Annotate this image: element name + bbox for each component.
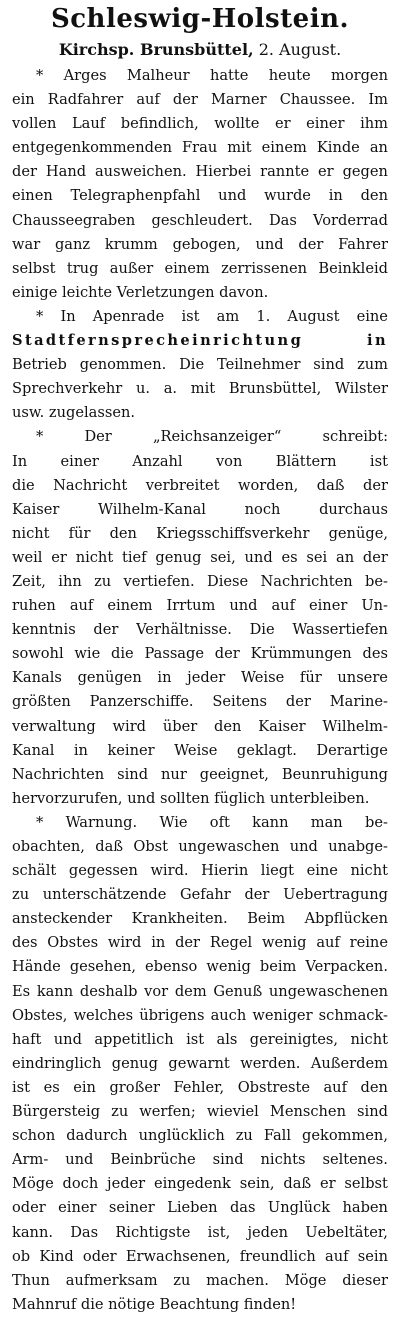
dateline bbox=[12, 38, 388, 62]
text-line: des Obstes wird in der Regel wenig auf reine bbox=[12, 934, 388, 952]
text-line: nicht für den Kriegsschiffsverkehr genüge, bbox=[12, 524, 388, 542]
text-line: eindringlich genug gewarnt werden. Außerdem bbox=[12, 1054, 388, 1072]
text-line: größten Panzerschiffe. Seitens der Marine- bbox=[12, 693, 388, 711]
section-headline: Schleswig-Holstein. bbox=[50, 4, 350, 34]
text-line: Nachrichten sind nur geeignet, Beunruhigung bbox=[12, 765, 388, 783]
text-line: Stadtfernsprecheinrichtung in bbox=[12, 332, 388, 350]
text-line: entgegenkommenden Frau mit einem Kinde an bbox=[12, 139, 388, 157]
text-line: ist es ein großer Fehler, Obstreste auf den bbox=[12, 1078, 388, 1096]
text-line: verwaltung wird über den Kaiser Wilhelm- bbox=[12, 717, 388, 735]
dateline-place: Kirchsp. Brunsbüttel, bbox=[58, 40, 254, 59]
text-line: schält gegessen wird. Hierin liegt eine nicht bbox=[12, 862, 388, 880]
text-line: Kaiser Wilhelm-Kanal noch durchaus bbox=[12, 500, 388, 518]
text-line: Betrieb genommen. Die Teilnehmer sind zum bbox=[12, 356, 388, 374]
text-line: hervorzurufen, und sollten füglich unterbleiben. bbox=[12, 789, 370, 807]
dateline-date: 2. August. bbox=[258, 40, 342, 59]
text-line: * Arges Malheur hatte heute morgen bbox=[36, 67, 388, 84]
article-warnung bbox=[12, 811, 388, 1317]
text-line: Mahnruf die nötige Beachtung finden! bbox=[12, 1295, 297, 1313]
text-line: sowohl wie die Passage der Krümmungen des bbox=[12, 645, 388, 663]
text-line: Arm- und Beinbrüche sind nichts seltenes. bbox=[12, 1151, 388, 1169]
text-line: Hände gesehen, ebenso wenig beim Verpacken. bbox=[12, 958, 388, 976]
text-line: * Der „Reichsanzeiger“ schreibt: bbox=[36, 428, 388, 446]
text-line: Obstes, welches übrigens auch weniger schmack- bbox=[12, 1006, 388, 1024]
text-line: selbst trug außer einem zerrissenen Beinkleid bbox=[12, 259, 388, 277]
text-line: vollen Lauf befindlich, wollte er einer ihm bbox=[12, 115, 388, 133]
text-line: Möge doch jeder eingedenk sein, daß er selbst bbox=[12, 1175, 388, 1193]
text-line: Zeit, ihn zu vertiefen. Diese Nachrichten be- bbox=[12, 572, 388, 590]
text-line: Sprechverkehr u. a. mit Brunsbüttel, Wilster bbox=[12, 380, 388, 398]
text-line: * Warnung. Wie oft kann man be- bbox=[36, 813, 388, 831]
text-line: Kanals genügen in jeder Weise für unsere bbox=[12, 669, 388, 687]
text-line: der Hand ausweichen. Hierbei rannte er gegen bbox=[12, 163, 388, 181]
text-line: In einer Anzahl von Blättern ist bbox=[12, 452, 388, 470]
text-line: einige leichte Verletzungen davon. bbox=[12, 283, 269, 301]
text-line: war ganz krumm gebogen, und der Fahrer bbox=[12, 235, 388, 253]
text-line: ob Kind oder Erwachsenen, freundlich auf sein bbox=[12, 1247, 388, 1265]
text-line: einen Telegraphenpfahl und wurde in den bbox=[12, 187, 388, 205]
text-line: obachten, daß Obst ungewaschen und unabge- bbox=[12, 838, 388, 855]
text-line: weil er nicht tief genug sei, und es sei an der bbox=[12, 548, 388, 566]
text-line: * In Apenrade ist am 1. August eine bbox=[36, 307, 388, 325]
text-line: Es kann deshalb vor dem Genuß ungewaschenen bbox=[12, 982, 388, 1000]
text-line: Chausseegraben geschleudert. Das Vorderrad bbox=[12, 211, 388, 229]
text-line: usw. zugelassen. bbox=[12, 404, 136, 422]
text-line: Bürgersteig zu werfen; wieviel Menschen sind bbox=[12, 1103, 388, 1121]
text-line: oder einer seiner Lieben das Unglück haben bbox=[12, 1199, 388, 1217]
text-line: Kanal in keiner Weise geklagt. Derartige bbox=[12, 741, 388, 759]
text-line: zu unterschätzende Gefahr der Uebertragung bbox=[12, 886, 388, 904]
text-line: kann. Das Richtigste ist, jeden Uebeltäter, bbox=[12, 1223, 388, 1241]
article-reichsanzeiger bbox=[12, 425, 388, 811]
text-line: die Nachricht verbreitet worden, daß der bbox=[12, 476, 388, 494]
text-line: ein Radfahrer auf der Marner Chaussee. Im bbox=[12, 91, 388, 109]
article-bicycle-accident bbox=[12, 64, 388, 305]
text-line: schon dadurch unglücklich zu Fall gekommen, bbox=[12, 1127, 388, 1145]
text-line: kenntnis der Verhältnisse. Die Wassertiefen bbox=[12, 621, 388, 639]
text-line: ansteckender Krankheiten. Beim Abpflücken bbox=[12, 910, 388, 928]
text-line: haft und appetitlich ist als gereinigtes, nicht bbox=[12, 1030, 388, 1048]
article-apenrade-telephone bbox=[12, 305, 388, 425]
text-line: ruhen auf einem Irrtum und auf einer Un- bbox=[12, 597, 388, 615]
text-line: Thun aufmerksam zu machen. Möge dieser bbox=[12, 1271, 388, 1289]
